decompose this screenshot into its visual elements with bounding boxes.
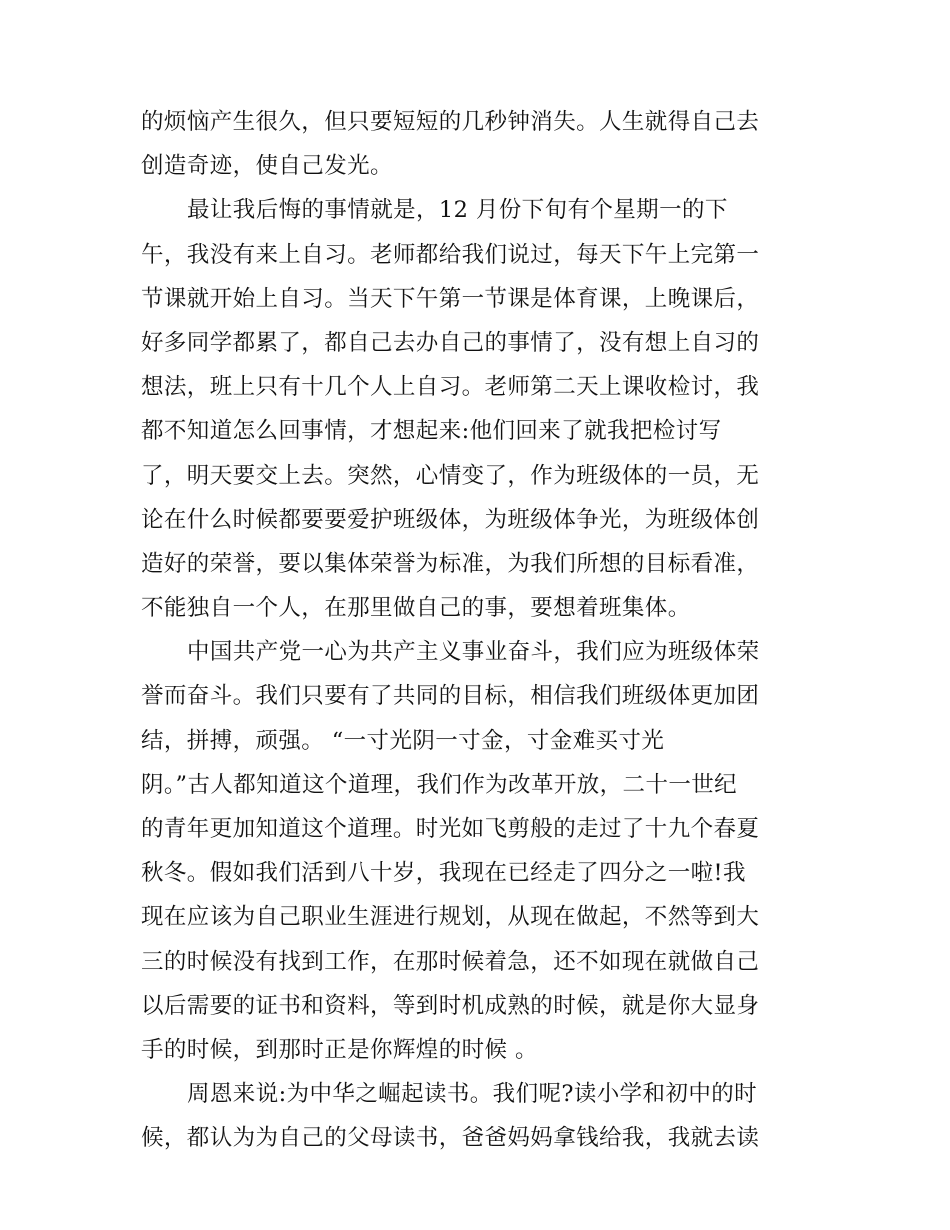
text-line: 的青年更加知道这个道理。时光如飞剪般的走过了十九个春夏 <box>141 816 760 842</box>
text-line: 手的时候，到那时正是你辉煌的时候 。 <box>141 1036 538 1063</box>
text-line: 好多同学都累了，都自己去办自己的事情了，没有想上自习的 <box>141 329 760 356</box>
text-line: 了，明天要交上去。突然，心情变了，作为班级体的一员，无 <box>141 462 760 489</box>
text-line: 想法，班上只有十几个人上自习。老师第二天上课收检讨，我 <box>141 374 760 401</box>
paragraph-start-line: 周恩来说:为中华之崛起读书。我们呢?读小学和初中的时 <box>187 1081 758 1108</box>
text-line: 誉而奋斗。我们只要有了共同的目标，相信我们班级体更加团 <box>141 683 760 710</box>
text-line: 结，拼搏，顽强。 “一寸光阴一寸金，寸金难买寸光 <box>141 727 665 754</box>
text-line: 的烦恼产生很久，但只要短短的几秒钟消失。人生就得自己去 <box>141 109 760 135</box>
text-line: 都不知道怎么回事情，才想起来:他们回来了就我把检讨写 <box>141 418 722 445</box>
text-line: 午，我没有来上自习。老师都给我们说过，每天下午上完第一 <box>141 241 760 268</box>
text-line: 造好的荣誉，要以集体荣誉为标准，为我们所想的目标看准， <box>141 550 760 577</box>
text-line: 现在应该为自己职业生涯进行规划，从现在做起，不然等到大 <box>141 904 760 931</box>
text-line: 创造奇迹，使自己发光。 <box>141 153 393 180</box>
body-text <box>141 100 821 1161</box>
text-line: 以后需要的证书和资料，等到时机成熟的时候，就是你大显身 <box>141 992 760 1019</box>
text-line: 候，都认为为自己的父母读书，爸爸妈妈拿钱给我，我就去读 <box>141 1125 760 1152</box>
text-line: 秋冬。假如我们活到八十岁，我现在已经走了四分之一啦!我 <box>141 860 746 887</box>
text-line: 论在什么时候都要要爱护班级体，为班级体争光，为班级体创 <box>141 506 760 533</box>
paragraph-start-line: 最让我后悔的事情就是，12 月份下旬有个星期一的下 <box>187 197 728 224</box>
paragraph-start-line: 中国共产党一心为共产主义事业奋斗，我们应为班级体荣 <box>187 639 760 666</box>
text-line: 节课就开始上自习。当天下午第一节课是体育课，上晚课后， <box>141 285 760 312</box>
text-line: 三的时候没有找到工作，在那时候着急，还不如现在就做自己 <box>141 948 760 975</box>
text-line: 不能独自一个人，在那里做自己的事，要想着班集体。 <box>141 595 691 622</box>
text-line: 阴。”古人都知道这个道理，我们作为改革开放，二十一世纪 <box>141 771 738 798</box>
